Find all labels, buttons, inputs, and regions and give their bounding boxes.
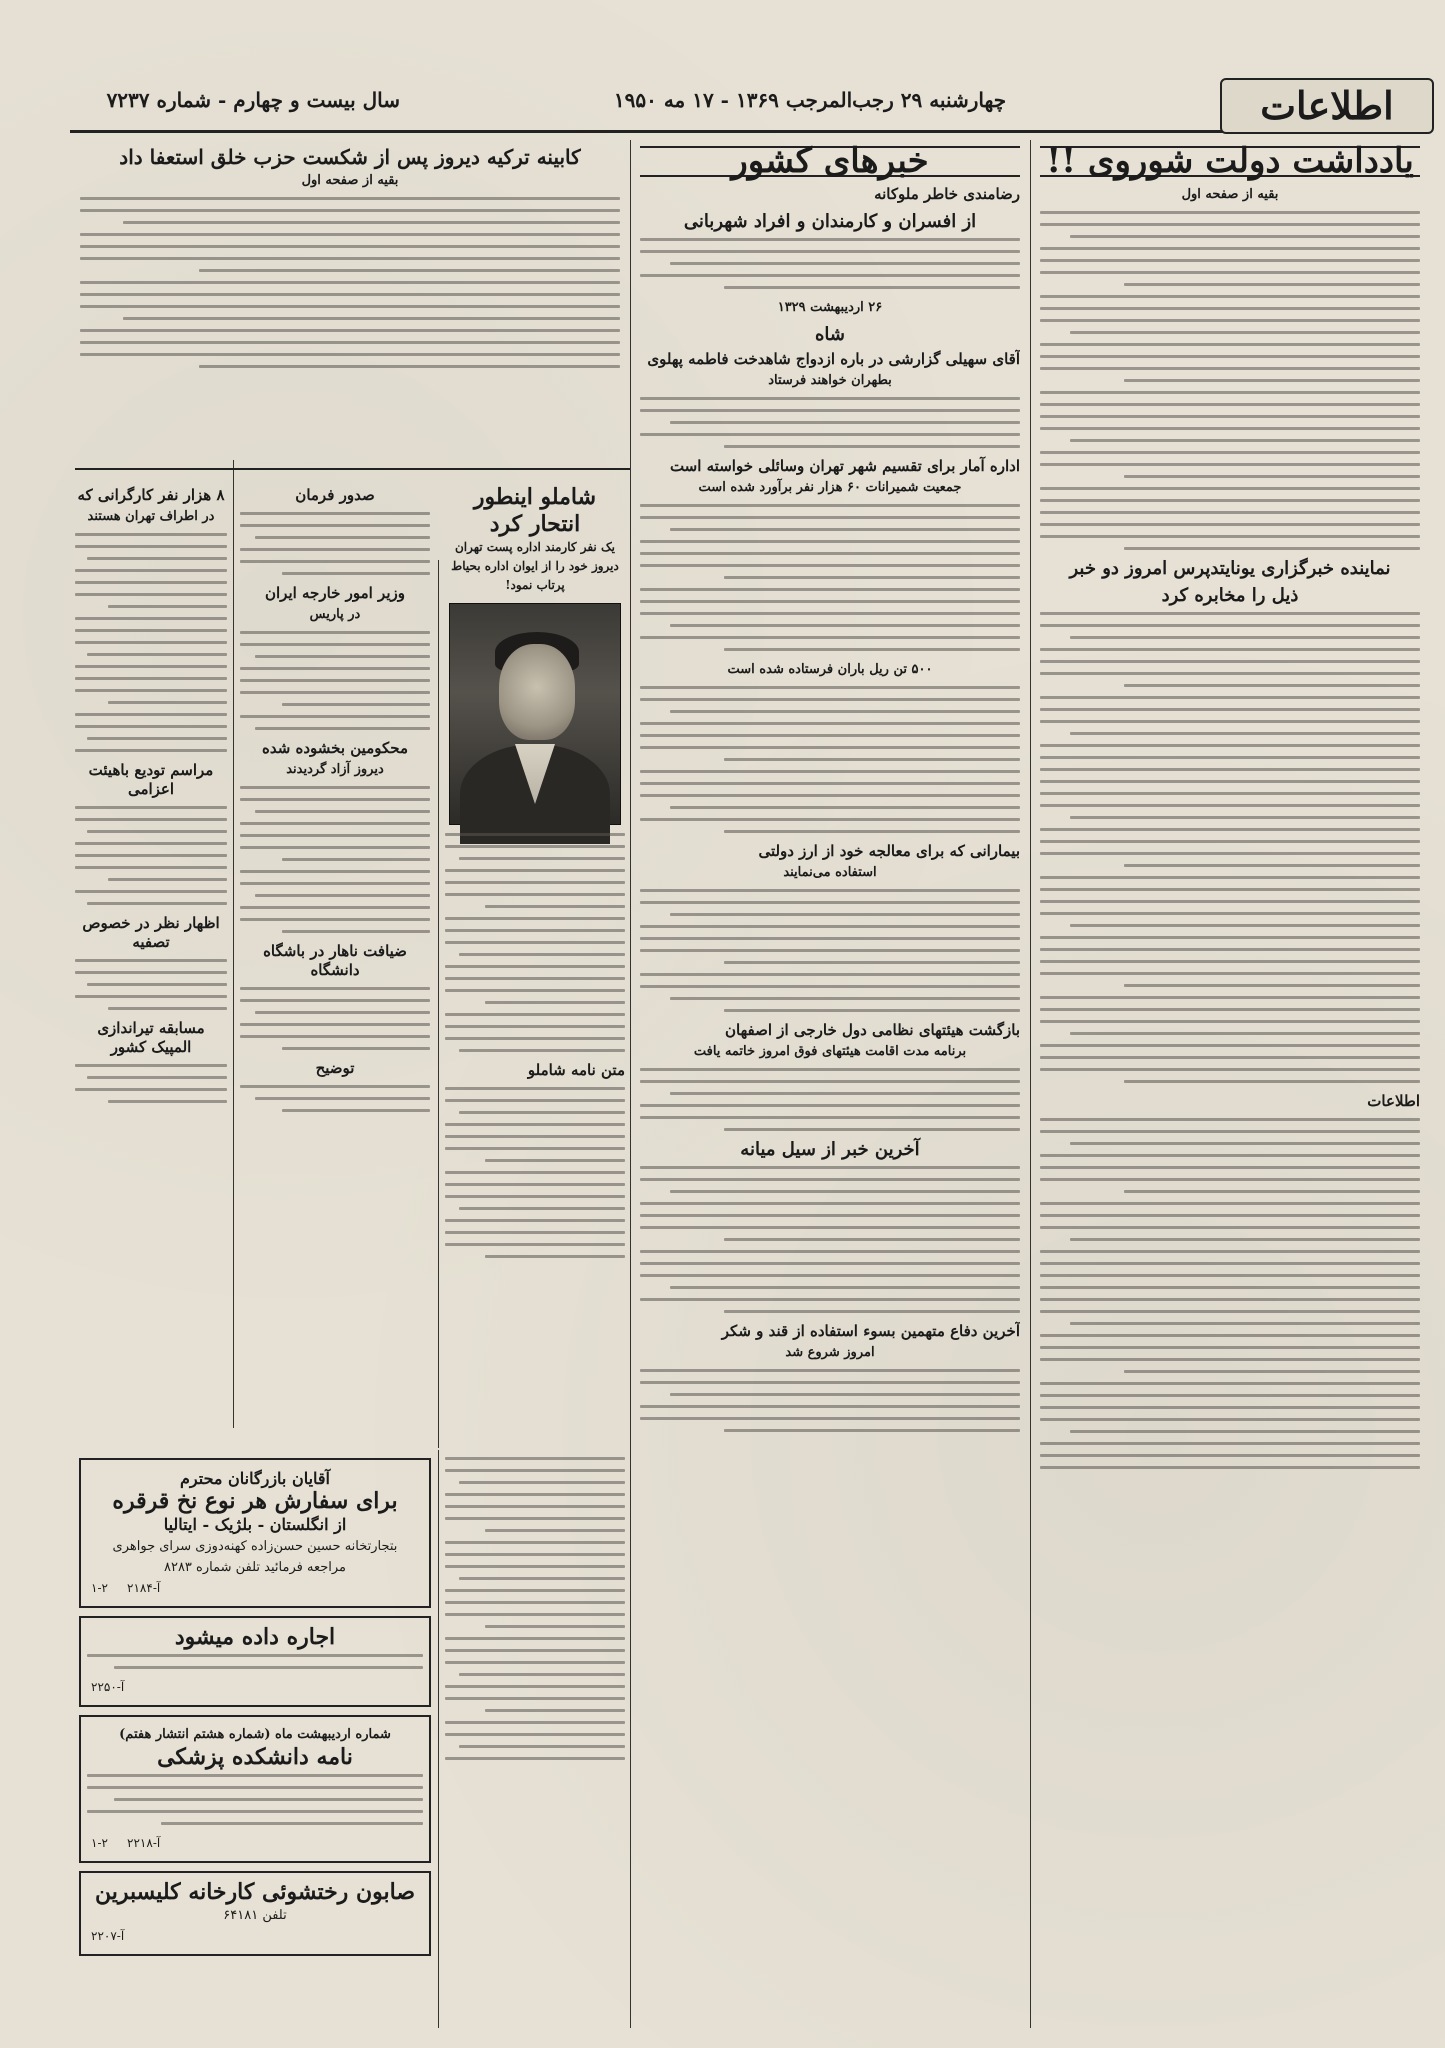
article-text [240, 786, 430, 933]
subhead-shamlu: یک نفر کارمند اداره پست تهران دیروز خود را از ایوان اداره بحیاط پرتاب نمود! [451, 540, 619, 592]
ad-rent [79, 1616, 431, 1707]
ad-code [91, 1834, 419, 1853]
headline-up-news: نماینده خبرگزاری یونایتدپرس امروز دو خبر [1069, 558, 1391, 579]
article-text [75, 1064, 227, 1103]
article-text [640, 238, 1020, 289]
headline-shamlu-2: انتحار کرد [489, 511, 581, 537]
signature: شاه [815, 324, 845, 345]
subhead: اظهار نظر در خصوص تصفیه [82, 914, 220, 951]
subhead: آقای سهیلی گزارشی در باره ازدواج شاهدخت فاطمه پهلوی [647, 350, 1020, 368]
ad-title: صابون رختشوئی کارخانه کلیسبرین [94, 1879, 415, 1905]
subhead: مراسم تودیع باهیئت اعزامی [88, 761, 214, 798]
headline-turkey: کابینه ترکیه دیروز پس از شکست حزب خلق استعفا داد [119, 145, 581, 169]
subhead: از افسران و کارمندان و افراد شهربانی [683, 211, 977, 232]
newspaper-logo: اطلاعات [1220, 78, 1434, 134]
ads-column [75, 1450, 435, 2028]
ad-medical-journal [79, 1715, 431, 1863]
ad-line: بتجارتخانه حسین حسن‌زاده کهنه‌دوزی سرای جواهری [112, 1539, 398, 1554]
ad-code-text: آ-۲۲۱۸ [127, 1836, 161, 1850]
date-line: ۲۶ اردیبهشت ۱۳۲۹ [777, 300, 883, 315]
column-shamlu [445, 480, 625, 1448]
subhead: در پاریس [309, 607, 361, 622]
column-rule [438, 1450, 439, 2028]
article-text [240, 987, 430, 1050]
issue-date: چهارشنبه ۲۹ رجب‌المرجب ۱۳۶۹ - ۱۷ مه ۱۹۵۰ [613, 88, 1007, 112]
article-text [640, 1166, 1020, 1313]
ad-soap [79, 1871, 431, 1956]
subhead: ۸ هزار نفر کارگرانی که [77, 486, 225, 504]
ad-code [91, 1579, 419, 1598]
headline-up-news-2: ذیل را مخابره کرد [1161, 585, 1299, 606]
ad-title: اجاره داده میشود [174, 1624, 336, 1650]
subhead: آخرین دفاع متهمین بسوء استفاده از قند و شکر [721, 1322, 1020, 1340]
subhead: متن نامه شاملو [527, 1061, 625, 1079]
article-text [1040, 612, 1420, 1083]
article-text [640, 397, 1020, 448]
divider [75, 468, 630, 470]
article-turkey-cabinet [80, 140, 620, 470]
column-shamlu-continued [445, 1450, 625, 2028]
column-center [640, 140, 1020, 2028]
ad-text [87, 1654, 423, 1669]
continued-note: بقیه از صفحه اول [1181, 187, 1279, 202]
subhead: وزیر امور خارجه ایران [264, 584, 405, 602]
article-text [240, 512, 430, 575]
headline-soviet-note: یادداشت دولت شوروی !! [1040, 146, 1420, 177]
article-text [640, 1068, 1020, 1131]
ad-line: شماره اردیبهشت ماه (شماره هشتم انتشار هفتم) [119, 1727, 391, 1742]
article-text [445, 1087, 625, 1258]
article-text [445, 1457, 625, 1760]
column-right [1040, 140, 1420, 2028]
ad-text [87, 1774, 423, 1825]
ad-line: آقایان بازرگانان محترم [180, 1469, 330, 1488]
ad-code-text: ۱-۲ [91, 1836, 108, 1850]
ad-title: نامه دانشکده پزشکی [157, 1744, 353, 1770]
subhead: مسابقه تیراندازی المپیک کشور [97, 1019, 205, 1056]
article-text [640, 1369, 1020, 1432]
subhead: ۵۰۰ تن ریل باران فرستاده شده است [727, 662, 933, 677]
portrait-photo [449, 603, 621, 825]
subhead: اداره آمار برای تقسیم شهر تهران وسائلی خواسته است [669, 457, 1020, 475]
article-text [75, 959, 227, 1010]
column-rule [438, 560, 439, 1448]
subhead: استفاده می‌نمایند [783, 865, 877, 880]
subhead: محکومین بخشوده شده [261, 739, 408, 757]
article-text [75, 533, 227, 752]
masthead [70, 70, 1430, 133]
article-text [640, 686, 1020, 833]
article-text [1040, 1118, 1420, 1469]
article-text [640, 504, 1020, 651]
ad-code: آ-۲۲۵۰ [91, 1680, 125, 1694]
section-label: اطلاعات [1367, 1092, 1420, 1110]
article-text [1040, 211, 1420, 550]
article-text [445, 833, 625, 1052]
ad-thread [79, 1458, 431, 1608]
headline-country-news: خبرهای کشور [640, 146, 1020, 177]
article-text [640, 889, 1020, 1012]
article-text [240, 1085, 430, 1112]
article-text [75, 806, 227, 905]
subhead: ضیافت ناهار در باشگاه دانشگاه [263, 942, 407, 979]
subhead: رضامندی خاطر ملوکانه [874, 185, 1020, 203]
ad-line: برای سفارش هر نوع نخ قرقره [112, 1488, 398, 1514]
subhead: بطهران خواهند فرستاد [768, 373, 892, 388]
article-text [80, 197, 620, 368]
column-mid-left [240, 480, 430, 1448]
column-far-left [75, 480, 227, 1448]
ad-code-text: آ-۲۱۸۴ [127, 1581, 161, 1595]
issue-number: سال بیست و چهارم - شماره ۷۲۳۷ [106, 88, 400, 112]
column-rule [630, 140, 631, 2028]
ad-code: آ-۲۲۰۷ [91, 1929, 125, 1943]
column-rule [233, 460, 234, 1428]
ad-line: از انگلستان - بلژیک - ایتالیا [163, 1515, 347, 1534]
subhead: آخرین خبر از سیل میانه [740, 1139, 920, 1160]
ad-phone: تلفن ۶۴۱۸۱ [223, 1908, 287, 1923]
subhead: برنامه مدت اقامت هیئتهای فوق امروز خاتمه یافت [693, 1044, 967, 1059]
ad-code-text: ۱-۲ [91, 1581, 108, 1595]
subhead: بازگشت هیئتهای نظامی دول خارجی از اصفهان [725, 1021, 1020, 1039]
subhead: جمعیت شمیرانات ۶۰ هزار نفر برآورد شده است [698, 480, 962, 495]
subhead: صدور فرمان [295, 486, 375, 504]
ad-line: مراجعه فرمائید تلفن شماره ۸۲۸۳ [163, 1560, 347, 1575]
subhead: در اطراف تهران هستند [87, 509, 215, 524]
headline-shamlu: شاملو اینطور [473, 484, 597, 510]
subhead: امروز شروع شد [785, 1345, 875, 1360]
subhead: بیمارانی که برای معالجه خود از ارز دولتی [758, 842, 1020, 860]
subhead: توضیح [315, 1059, 355, 1077]
subhead: دیروز آزاد گردیدند [286, 762, 384, 777]
continued-note: بقیه از صفحه اول [301, 173, 399, 188]
column-rule [1030, 140, 1031, 2028]
article-text [240, 631, 430, 730]
